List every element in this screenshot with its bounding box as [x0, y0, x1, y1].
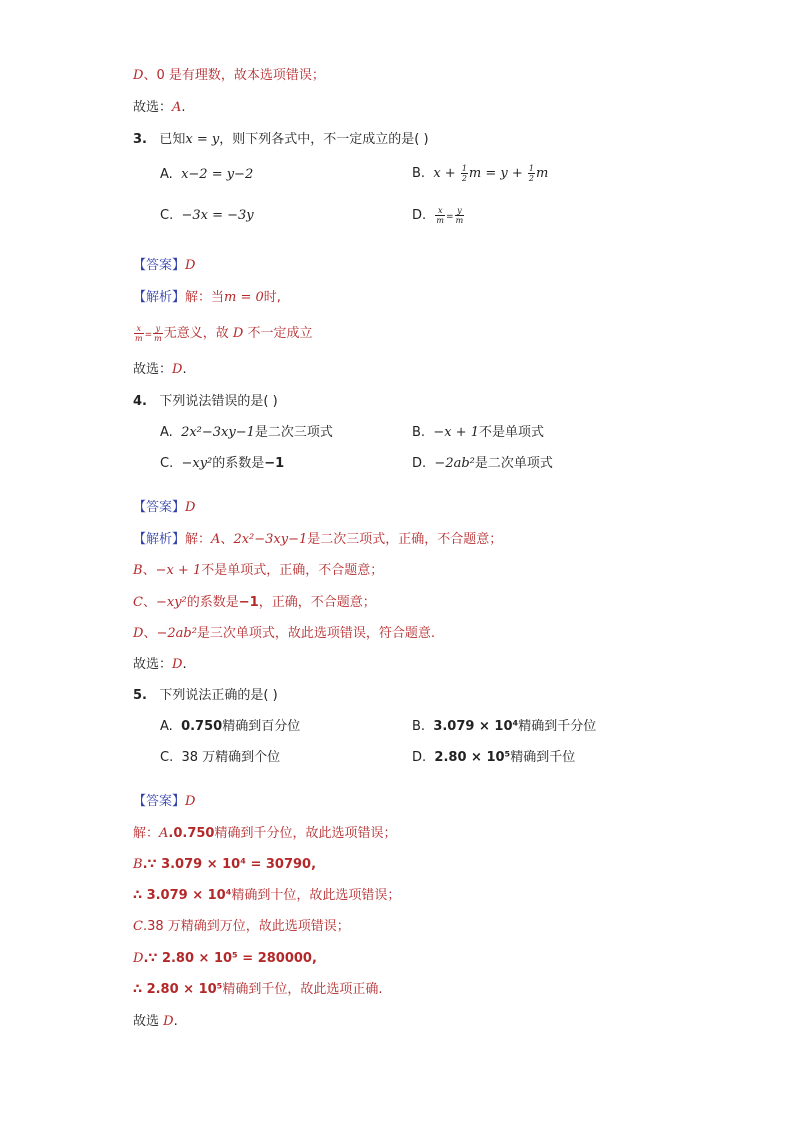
prev-solution-line — [133, 67, 325, 85]
question-3-analysis — [133, 289, 281, 307]
option-letter: D — [133, 951, 144, 966]
choose-label: 故选 — [133, 1014, 164, 1029]
question-4-choose — [133, 656, 187, 674]
choose-line — [133, 99, 186, 117]
analysis-text: 无意义，故 — [163, 326, 229, 341]
stem-math: x = y — [185, 132, 220, 147]
option-math: 3.079 × 10⁴ — [433, 719, 519, 734]
option-text: 的系数是 — [212, 456, 265, 471]
solution-math: .∵ 3.079 × 10⁴ = 30790, — [142, 857, 317, 872]
solution-text: 精确到千位，故此选项正确. — [222, 982, 383, 997]
question-5-solution-3 — [133, 887, 400, 905]
question-5-option-a — [160, 718, 300, 736]
fraction-half — [528, 164, 535, 183]
option-letter: D — [232, 326, 244, 341]
period: . — [182, 657, 187, 672]
option-text: 不是单项式 — [478, 425, 544, 440]
analysis-text: 是二次三项式，正确，不合题意； — [307, 532, 503, 547]
solution-text: .38 万精确到万位，故此选项错误； — [142, 919, 350, 934]
stem-text: ，则下列各式中，不一定成立的是( ) — [219, 132, 429, 147]
question-5-solution-4 — [133, 918, 350, 936]
option-text: 38 万精确到个位 — [181, 750, 281, 765]
option-label: A. — [160, 167, 173, 182]
question-4-answer — [133, 499, 195, 517]
analysis-text: 不是单项式，正确，不合题意； — [201, 563, 384, 578]
question-5-option-c — [160, 749, 280, 767]
answer-tag: 【答案】 — [133, 500, 186, 515]
analysis-tag: 【解析】 — [133, 290, 186, 305]
option-letter: D — [133, 68, 144, 83]
analysis-math: −xy² — [155, 595, 187, 610]
fraction-denominator: 2 — [461, 174, 467, 183]
analysis-text: 时, — [263, 290, 281, 305]
analysis-text: 解： — [185, 532, 212, 547]
question-5-answer — [133, 793, 195, 811]
solution-text: 解： — [133, 826, 160, 841]
option-math: −3x = −3y — [181, 208, 254, 223]
choose-value: D — [172, 657, 183, 672]
period: . — [181, 100, 186, 115]
solution-math: ∴ 3.079 × 10⁴ — [133, 888, 232, 903]
option-label: D. — [412, 456, 427, 471]
analysis-math: −1 — [238, 595, 259, 610]
question-5-solution-1 — [133, 825, 396, 843]
fraction-numerator: y — [455, 206, 465, 216]
fraction-numerator: 1 — [461, 164, 467, 173]
fraction-numerator: y — [153, 324, 163, 334]
question-number: 4. — [133, 394, 147, 409]
choose-value: D — [163, 1014, 174, 1029]
analysis-text: 的系数是 — [186, 595, 239, 610]
fraction-denominator: m — [135, 334, 143, 343]
option-text: 精确到千位 — [510, 750, 576, 765]
option-text: 精确到千分位 — [518, 719, 597, 734]
solution-math: ∴ 2.80 × 10⁵ — [133, 982, 223, 997]
equals-sign: = — [446, 212, 454, 222]
option-label: C. — [160, 208, 174, 223]
option-letter: B — [133, 857, 143, 872]
fraction-y-over-m — [153, 324, 163, 343]
solution-text: 精确到十位，故此选项错误； — [231, 888, 401, 903]
stem-text: 下列说法正确的是( ) — [159, 688, 278, 703]
question-3-answer — [133, 257, 195, 275]
question-3-choose — [133, 361, 187, 379]
answer-tag: 【答案】 — [133, 258, 186, 273]
analysis-text: ，正确，不合题意； — [258, 595, 376, 610]
option-text: 是二次单项式 — [474, 456, 553, 471]
analysis-text: 解：当 — [185, 290, 225, 305]
solution-math: .0.750 — [168, 826, 215, 841]
question-5-solution-5 — [133, 950, 317, 968]
fraction-half — [461, 164, 468, 183]
option-label: A. — [160, 719, 173, 734]
question-3-stem — [133, 131, 429, 149]
question-5-choose — [133, 1013, 178, 1031]
separator: 、 — [142, 563, 156, 578]
option-label: B. — [412, 719, 426, 734]
question-3-option-d — [412, 206, 465, 226]
separator: 、 — [142, 595, 156, 610]
question-3-option-c — [160, 207, 254, 225]
question-4-analysis — [133, 531, 502, 549]
analysis-math: 2x²−3xy−1 — [233, 532, 308, 547]
period: . — [173, 1014, 178, 1029]
choose-label: 故选： — [133, 657, 173, 672]
separator: 、 — [220, 532, 234, 547]
option-label: D. — [412, 208, 427, 223]
question-4-analysis-c — [133, 594, 376, 612]
solution-text: 精确到千分位，故此选项错误； — [214, 826, 397, 841]
choose-value: D — [172, 362, 183, 377]
option-math: 2x²−3xy−1 — [181, 425, 255, 440]
question-number: 5. — [133, 688, 147, 703]
option-math: −2ab² — [434, 456, 475, 471]
question-5-solution-2 — [133, 856, 316, 874]
option-label: A. — [160, 425, 173, 440]
option-letter: C — [133, 919, 143, 934]
question-4-option-d — [412, 455, 553, 473]
option-label: C. — [160, 456, 174, 471]
option-math: −1 — [264, 456, 285, 471]
option-letter: C — [133, 595, 143, 610]
solution-text: 、0 是有理数，故本选项错误； — [143, 68, 325, 83]
option-label: B. — [412, 425, 426, 440]
question-5-option-b — [412, 718, 596, 736]
option-math: 0.750 — [181, 719, 223, 734]
option-math: 2.80 × 10⁵ — [434, 750, 511, 765]
question-number: 3. — [133, 132, 147, 147]
period: . — [182, 362, 187, 377]
analysis-math: −2ab² — [156, 626, 197, 641]
option-math: −x + 1 — [433, 425, 479, 440]
option-label: C. — [160, 750, 174, 765]
choose-value: A — [172, 100, 182, 115]
option-text: 精确到百分位 — [222, 719, 301, 734]
answer-tag: 【答案】 — [133, 794, 186, 809]
answer-value: D — [185, 500, 196, 515]
question-4-analysis-b — [133, 562, 383, 580]
option-label: B. — [412, 166, 426, 181]
question-3-option-a — [160, 166, 253, 184]
question-4-option-c — [160, 455, 284, 473]
question-5-solution-6 — [133, 981, 383, 999]
fraction-denominator: m — [154, 334, 162, 343]
question-4-analysis-d — [133, 625, 435, 643]
analysis-math: m = 0 — [224, 290, 264, 305]
analysis-tag: 【解析】 — [133, 532, 186, 547]
analysis-text: 不一定成立 — [247, 326, 313, 341]
question-4-option-a — [160, 424, 333, 442]
question-3-option-b — [412, 164, 548, 183]
equals-sign: = — [144, 330, 153, 340]
analysis-math: −x + 1 — [155, 563, 202, 578]
option-math: x + — [433, 166, 460, 181]
option-text: 是二次三项式 — [254, 425, 333, 440]
choose-label: 故选： — [133, 362, 173, 377]
fraction-numerator: x — [134, 324, 144, 334]
option-math: −xy² — [181, 456, 213, 471]
choose-label: 故选： — [133, 100, 173, 115]
answer-value: D — [185, 258, 196, 273]
fraction-denominator: m — [436, 216, 445, 225]
answer-value: D — [185, 794, 196, 809]
question-4-option-b — [412, 424, 544, 442]
fraction-x-over-m — [435, 206, 445, 225]
stem-text: 已知 — [159, 132, 186, 147]
fraction-denominator: m — [455, 216, 464, 225]
option-letter: A — [211, 532, 221, 547]
fraction-x-over-m — [134, 324, 144, 343]
option-math: x−2 = y−2 — [181, 167, 254, 182]
solution-math: .∵ 2.80 × 10⁵ = 280000, — [143, 951, 317, 966]
analysis-text: 是三次单项式，故此选项错误，符合题意. — [196, 626, 436, 641]
option-letter: A — [159, 826, 169, 841]
option-math: m = y + — [468, 166, 527, 181]
option-letter: B — [133, 563, 143, 578]
fraction-denominator: 2 — [528, 174, 535, 183]
fraction-numerator: 1 — [528, 164, 535, 173]
question-3-analysis-line-2 — [133, 324, 312, 344]
fraction-numerator: x — [435, 206, 445, 216]
question-5-option-d — [412, 749, 575, 767]
option-math: m — [536, 166, 549, 181]
fraction-y-over-m — [455, 206, 465, 225]
option-letter: D — [133, 626, 144, 641]
stem-text: 下列说法错误的是( ) — [159, 394, 278, 409]
question-4-stem — [133, 393, 278, 411]
separator: 、 — [143, 626, 157, 641]
question-5-stem — [133, 687, 278, 705]
option-label: D. — [412, 750, 427, 765]
